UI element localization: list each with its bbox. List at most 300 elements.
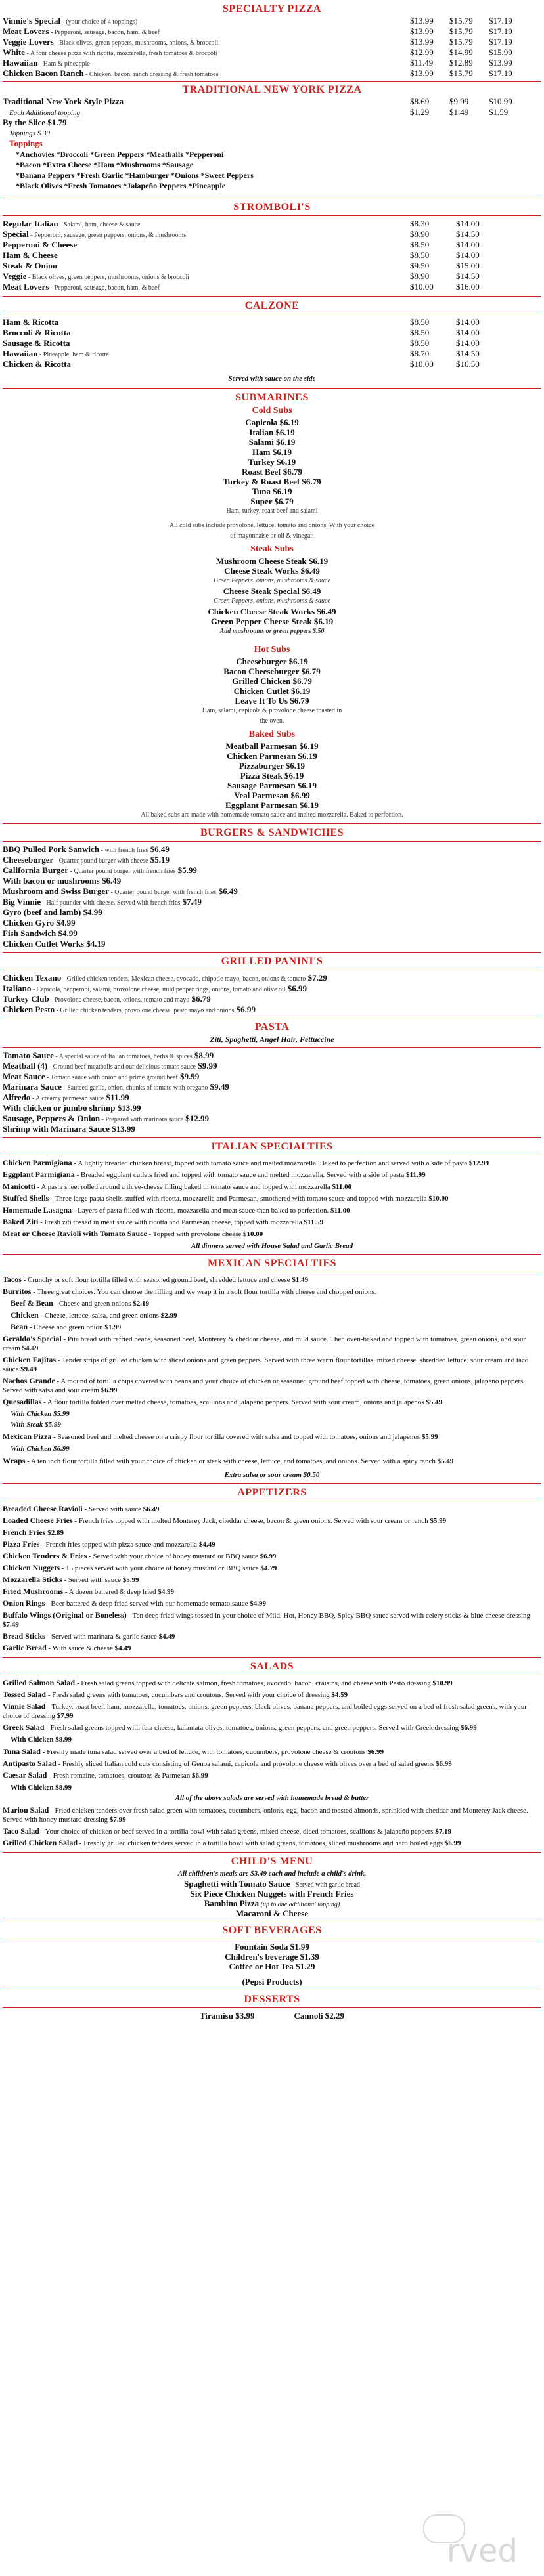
item-name: Regular Italian <box>3 219 58 228</box>
item-name: Nachos Grande <box>3 1376 55 1385</box>
item-name: Garlic Bread <box>3 1643 47 1652</box>
item-name: Cheeseburger <box>3 855 54 865</box>
item-price: $4.79 <box>260 1564 277 1572</box>
item-name: Grilled Chicken Salad <box>3 1838 78 1847</box>
quesadilla-options <box>11 1409 541 1430</box>
divider <box>3 841 541 842</box>
item-desc: - A lightly breaded chicken breast, topped with tomato sauce and melted mozzarella. Baked to perfection and served with a side of pasta <box>72 1159 468 1167</box>
menu-item-paragraph <box>3 1838 541 1848</box>
item-name: Chicken Gyro <box>3 918 55 928</box>
salads-list <box>3 1678 541 1732</box>
calzone-title: CALZONE <box>244 300 300 311</box>
stromboli-list <box>3 219 541 292</box>
sub-item: Chicken Cheese Steak Works $6.49 <box>208 607 336 616</box>
menu-item-paragraph <box>3 1539 541 1549</box>
item-price: $13.99 <box>117 1103 141 1113</box>
item-name: Steak & Onion <box>3 261 58 270</box>
item-price: $6.99 <box>287 983 307 993</box>
desserts-title: DESSERTS <box>244 1994 300 2005</box>
sub-item: Cheese Steak Works $6.49 <box>224 566 320 576</box>
menu-item-row <box>3 1004 541 1015</box>
salads-title: SALADS <box>250 1661 294 1672</box>
item-price: $8.90 <box>410 229 430 239</box>
item-price: $2.89 <box>47 1529 64 1537</box>
item-desc: - Served with sauce <box>82 1505 141 1513</box>
item-price: $15.79 <box>449 26 473 36</box>
childs-item: Six Piece Chicken Nuggets with French Fries <box>190 1889 354 1899</box>
menu-item-paragraph <box>11 1322 541 1332</box>
slice-toppings: Toppings $.39 <box>9 129 50 137</box>
item-price: $6.99 <box>236 1004 256 1014</box>
divider <box>3 1483 541 1484</box>
item-name: Big Vinnie <box>3 897 41 907</box>
baked-note: All baked subs are made with homemade tomato sauce and melted mozzarella. Baked to perfection. <box>141 811 403 819</box>
item-price: $17.19 <box>489 68 512 78</box>
item-desc: - A special sauce of Italian tomatoes, herbs & spices <box>53 1053 193 1060</box>
item-price: $14.50 <box>456 229 480 239</box>
panini-title: GRILLED PANINI'S <box>221 956 323 967</box>
caesar-option: With Chicken $8.99 <box>11 1784 72 1792</box>
item-desc: - 15 pieces served with your choice of honey mustard or BBQ sauce <box>60 1564 259 1572</box>
menu-item-paragraph <box>3 1397 541 1407</box>
item-price: $1.49 <box>292 1276 309 1284</box>
item-name: Eggplant Parmigiana <box>3 1170 75 1179</box>
menu-item-paragraph <box>3 1723 541 1732</box>
item-price: $6.49 <box>101 876 122 886</box>
beverages-list <box>3 1942 541 1971</box>
item-name: Marion Salad <box>3 1805 49 1814</box>
stromboli-title: STROMBOLI'S <box>233 202 311 213</box>
item-desc: - Quarter pound burger with french fries <box>108 889 217 896</box>
item-price: $9.49 <box>210 1082 229 1092</box>
item-price: $8.50 <box>410 338 430 348</box>
item-desc: - Three great choices. You can choose the filling and we wrap it in a soft flour tortilla with cheese and chopped onions. <box>31 1288 376 1296</box>
menu-item-paragraph <box>3 1504 541 1514</box>
menu-item-paragraph <box>3 1575 541 1585</box>
item-name: Veggie <box>3 271 27 281</box>
menu-item-row <box>3 338 541 349</box>
item-price: $4.49 <box>22 1344 39 1352</box>
item-name: Mexican Pizza <box>3 1432 52 1441</box>
menu-item-paragraph <box>3 1610 541 1629</box>
item-name: Special <box>3 229 29 239</box>
menu-item-row <box>3 1113 541 1124</box>
item-price: $10.99 <box>432 1679 453 1687</box>
item-name: BBQ Pulled Pork Sanwich <box>3 844 99 854</box>
menu-item-paragraph <box>3 1747 541 1757</box>
item-price: $4.99 <box>56 918 76 928</box>
item-name: Sausage & Ricotta <box>3 338 70 348</box>
item-price: $11.99 <box>406 1171 426 1179</box>
item-name: Meat Lovers <box>3 282 49 291</box>
item-name: Tuna Salad <box>3 1747 41 1756</box>
menu-item-row <box>3 240 541 250</box>
menu-item-row <box>3 1050 541 1061</box>
childs-item: Macaroni & Cheese <box>235 1908 309 1918</box>
option-name: With Chicken <box>11 1410 52 1418</box>
sub-item: Chicken Parmesan $6.19 <box>227 751 317 761</box>
cold-subs-title: Cold Subs <box>252 406 292 416</box>
menu-item-paragraph <box>3 1516 541 1526</box>
item-price: $12.99 <box>410 47 434 57</box>
steak-subs-list-2 <box>3 586 541 596</box>
item-desc: - Freshly grilled chicken tenders served in a tortilla bowl with salad greens, tomatoes, sliced mushrooms and hard boiled eggs <box>78 1839 443 1847</box>
specialty-pizza-title: SPECIALTY PIZZA <box>223 3 321 14</box>
salads-list-3 <box>3 1805 541 1848</box>
dessert-item: Tiramisu $3.99 <box>199 2011 255 2021</box>
divider <box>3 81 541 82</box>
item-price: $6.49 <box>218 886 238 896</box>
item-name: Chicken Pesto <box>3 1004 55 1014</box>
item-price: $5.49 <box>426 1398 443 1406</box>
menu-item-paragraph <box>3 1643 541 1653</box>
menu-item-row <box>3 250 541 261</box>
toppings-line: *Black Olives *Fresh Tomatoes *Jalapeño Peppers *Pineapple <box>16 181 226 190</box>
item-name: Chicken <box>11 1310 39 1320</box>
item-desc: - Beer battered & deep fried served with our homemade tomato sauce <box>45 1600 248 1608</box>
italian-list <box>3 1158 541 1239</box>
item-price: $8.99 <box>194 1050 214 1060</box>
mexican-list <box>3 1275 541 1297</box>
item-name: Breaded Cheese Ravioli <box>3 1504 83 1513</box>
item-price: $10.00 <box>428 1195 449 1203</box>
item-price: $4.99 <box>158 1588 175 1596</box>
menu-item-row <box>3 328 541 338</box>
sub-item: Turkey & Roast Beef $6.79 <box>223 477 321 486</box>
item-price: $7.99 <box>57 1712 74 1720</box>
item-name: Wraps <box>3 1456 26 1465</box>
traditional-pizza-title: TRADITIONAL NEW YORK PIZZA <box>182 84 362 95</box>
steak-subs-title: Steak Subs <box>250 544 294 554</box>
cold-note-1: Ham, turkey, roast beef and salami <box>226 507 318 515</box>
item-desc: - Pepperoni, sausage, green peppers, onions, & mushrooms <box>28 232 187 239</box>
menu-item-row <box>3 37 541 47</box>
item-price: $13.99 <box>489 58 512 68</box>
childs-item: Bambino Pizza (up to one additional topping) <box>204 1899 340 1908</box>
item-desc: - A ten inch flour tortilla filled with your choice of chicken or steak with cheese, lettuce, and tomatoes, and onions. Served with a spicy ranch <box>25 1457 436 1465</box>
item-price: $12.99 <box>185 1113 209 1123</box>
item-price: $4.49 <box>198 1541 215 1549</box>
item-name: Sausage, Peppers & Onion <box>3 1113 101 1123</box>
quesadilla-option <box>11 1409 541 1419</box>
item-price: $10.00 <box>410 282 434 291</box>
menu-item-row <box>3 939 541 949</box>
sub-item: Capicola $6.19 <box>245 418 299 427</box>
item-name: Alfredo <box>3 1092 31 1102</box>
item-price: $6.79 <box>191 994 211 1004</box>
toppings-line: *Banana Peppers *Fresh Garlic *Hamburger *Onions *Sweet Peppers <box>16 171 254 180</box>
item-price: $17.19 <box>489 37 512 47</box>
item-desc: - Pita bread with refried beans, seasoned beef, Monterey & cheddar cheese, and mild sauce. Then oven-baked and topped with tomatoes, green onions, and sour cream <box>3 1335 526 1352</box>
divider <box>3 1254 541 1255</box>
item-price: $1.59 <box>489 107 509 117</box>
menu-item-paragraph <box>3 1229 541 1239</box>
item-name: Ham & Ricotta <box>3 317 59 327</box>
item-name: Meat Lovers <box>3 26 49 36</box>
menu-item-row <box>3 359 541 370</box>
desserts-list <box>3 2011 541 2021</box>
appetizers-list <box>3 1504 541 1653</box>
item-desc: - Grilled chicken tenders, provolone cheese, pesto mayo and onions <box>55 1007 235 1014</box>
sub-item: Chicken Cutlet $6.19 <box>233 686 311 696</box>
menu-item-row <box>3 26 541 37</box>
item-desc: - Served with marinara & garlic sauce <box>45 1633 157 1641</box>
item-price: $12.99 <box>468 1159 489 1167</box>
specialty-pizza-list <box>3 16 541 79</box>
item-desc: - Quarter pound burger with cheese <box>53 857 148 865</box>
item-price: $8.50 <box>410 240 430 249</box>
calzone-note: Served with sauce on the side <box>228 375 316 383</box>
menu-item-paragraph <box>3 1432 541 1442</box>
menu-item-paragraph <box>3 1690 541 1700</box>
menu-item-paragraph <box>3 1805 541 1824</box>
item-desc: - Fresh romaine, tomatoes, croutons & Parmesan <box>47 1772 191 1780</box>
item-price: $9.99 <box>449 97 469 106</box>
sub-item: Salami $6.19 <box>248 437 296 447</box>
baked-subs-list <box>3 741 541 810</box>
menu-item-paragraph <box>3 1631 541 1641</box>
sub-item: Fountain Soda $1.99 <box>235 1942 309 1952</box>
item-name: Vinnie's Special <box>3 16 61 26</box>
item-desc: - Provolone cheese, bacon, onions, tomato and mayo <box>49 997 190 1004</box>
item-price: $15.99 <box>489 47 512 57</box>
panini-list <box>3 973 541 1015</box>
item-desc: - Served with sauce <box>62 1576 121 1584</box>
item-price: $14.99 <box>449 47 473 57</box>
item-desc: - Fried chicken tenders over fresh salad green with tomatoes, cucumbers, onions, egg, bacon and toasted almonds, sprinkled with cheddar and Monterey Jack cheese. Served with honey mustard dressing <box>3 1807 528 1824</box>
divider <box>3 1137 541 1138</box>
item-name: Meat Sauce <box>3 1071 45 1081</box>
divider <box>3 1657 541 1658</box>
divider <box>3 823 541 824</box>
mexican-list-2 <box>3 1334 541 1407</box>
item-desc: - Black olives, green peppers, mushrooms, onions, & broccoli <box>53 39 219 47</box>
beverages-title: SOFT BEVERAGES <box>222 1925 322 1936</box>
item-price: $4.49 <box>158 1633 175 1641</box>
sub-item: Pizzaburger $6.19 <box>238 761 306 771</box>
submarines-title: SUBMARINES <box>235 392 309 403</box>
item-desc: - Quarter pound burger with french fries <box>68 868 176 875</box>
item-desc: - Topped with provolone cheese <box>147 1230 242 1238</box>
divider <box>3 1852 541 1853</box>
menu-item-paragraph <box>3 1456 541 1466</box>
item-name: White <box>3 47 25 57</box>
item-desc: - Breaded eggplant cutlets fried and topped with tomato sauce and melted mozzarella. Served with a side of pasta <box>74 1171 405 1179</box>
item-price: $14.00 <box>456 240 480 249</box>
item-price: $10.00 <box>410 359 434 369</box>
item-name: Chicken Texano <box>3 973 62 983</box>
item-desc: - Seasoned beef and melted cheese on a crispy flour tortilla covered with salsa and topped with tomatoes, onions and jalapenos <box>51 1433 420 1441</box>
mexican-note: Extra salsa or sour cream $0.50 <box>224 1471 320 1479</box>
item-desc: - Fresh salad greens topped with feta cheese, kalamata olives, tomatoes, onions, green peppers, and green peppers. Served with Greek dressing <box>44 1724 459 1732</box>
menu-item-row <box>3 349 541 359</box>
item-price: $6.99 <box>367 1748 384 1756</box>
menu-item-row <box>3 47 541 58</box>
menu-item-paragraph <box>3 1771 541 1780</box>
item-name: Caesar Salad <box>3 1771 47 1780</box>
toppings-list <box>16 149 541 191</box>
traditional-pizza-list <box>3 97 541 118</box>
item-price: $17.19 <box>489 26 512 36</box>
item-name: Chicken Parmigiana <box>3 1158 72 1167</box>
menu-item-row <box>3 844 541 855</box>
menu-item-row <box>3 928 541 939</box>
menu-item-paragraph <box>3 1275 541 1285</box>
item-name: Shrimp with Marinara Sauce <box>3 1124 110 1134</box>
item-desc: - Pepperoni, sausage, bacon, ham, & beef <box>49 284 160 291</box>
item-price: $14.00 <box>456 219 480 228</box>
baked-subs-title: Baked Subs <box>248 729 296 739</box>
item-desc: - Ground beef meatballs and our delicious tomato sauce <box>47 1063 196 1071</box>
item-price: $8.90 <box>410 271 430 281</box>
menu-item-row <box>3 886 541 897</box>
item-price: $8.50 <box>410 250 430 260</box>
menu-page <box>0 4 544 2021</box>
item-name: Chicken Fajitas <box>3 1355 56 1364</box>
menu-item-row <box>3 973 541 983</box>
item-desc: - A mound of tortilla chips covered with beans and your choice of chicken or seasoned ground beef topped with cheese, tomatoes, green onions, jalapeño peppers. Served with salsa and sour cream <box>3 1377 526 1394</box>
salads-note: All of the above salads are served with homemade bread & butter <box>175 1794 369 1802</box>
item-price: $10.99 <box>489 97 512 106</box>
item-price: $11.00 <box>332 1183 352 1191</box>
item-desc: - Crunchy or soft flour tortilla filled with seasoned ground beef, shredded lettuce and cheese <box>21 1276 290 1284</box>
item-desc: - A four cheese pizza with ricotta, mozzarella, fresh tomatoes & broccoli <box>24 50 217 57</box>
item-name: Chicken Bacon Ranch <box>3 68 84 78</box>
menu-item-paragraph <box>3 1759 541 1769</box>
item-price: $13.99 <box>410 26 434 36</box>
steak-subs-list-3 <box>3 607 541 626</box>
item-name: Meatball (4) <box>3 1061 48 1071</box>
greek-option: With Chicken $8.99 <box>11 1736 72 1744</box>
item-price: $1.99 <box>104 1323 122 1331</box>
item-desc: - Black olives, green peppers, mushrooms, onions & broccoli <box>26 274 190 281</box>
item-name: Each Additional topping <box>9 109 80 117</box>
item-price: $6.99 <box>460 1724 477 1732</box>
sub-item: Sausage Parmesan $6.19 <box>227 781 317 790</box>
menu-item-paragraph <box>3 1217 541 1227</box>
item-desc: - Fresh salad greens topped with delicate salmon, fresh tomatoes, avocado, bacon, craisins, and cheese with Pesto dressing <box>75 1679 431 1687</box>
item-price: $8.30 <box>410 219 430 228</box>
menu-item-paragraph <box>3 1193 541 1203</box>
item-name: Quesadillas <box>3 1397 42 1406</box>
item-name: Ham & Cheese <box>3 250 58 260</box>
item-price: $14.00 <box>456 317 480 327</box>
menu-item-row <box>3 855 541 865</box>
italian-note: All dinners served with House Salad and Garlic Bread <box>191 1242 353 1250</box>
sub-item: Grilled Chicken $6.79 <box>232 676 312 686</box>
by-slice: By the Slice $1.79 <box>3 118 67 127</box>
item-price: $8.70 <box>410 349 430 358</box>
item-price: $6.99 <box>436 1760 452 1768</box>
item-desc: - Ham & pineapple <box>37 60 90 68</box>
menu-item-paragraph <box>3 1826 541 1836</box>
item-price: $13.99 <box>410 68 434 78</box>
item-name: French Fries <box>3 1528 46 1537</box>
menu-item-row <box>3 897 541 907</box>
menu-item-paragraph <box>3 1599 541 1608</box>
sub-item: Mushroom Cheese Steak $6.19 <box>215 556 329 566</box>
divider <box>3 215 541 216</box>
item-price: $13.99 <box>410 16 434 26</box>
menu-item-paragraph <box>3 1182 541 1191</box>
item-price: $7.49 <box>3 1621 19 1629</box>
childs-item: Spaghetti with Tomato Sauce - Served with garlic bread <box>184 1879 360 1889</box>
item-desc: - Capicola, pepperoni, salami, provolone cheese, mild pepper rings, onions, tomato and olive oil <box>31 986 286 993</box>
item-name: Chicken & Ricotta <box>3 359 71 369</box>
menu-item-row <box>3 107 541 118</box>
item-price: $14.50 <box>456 271 480 281</box>
sub-item: Veal Parmesan $6.99 <box>234 790 310 800</box>
calzone-list <box>3 317 541 370</box>
item-price: $6.99 <box>444 1839 461 1847</box>
item-price: $1.29 <box>410 107 430 117</box>
menu-item-row <box>3 1061 541 1071</box>
menu-item-row <box>3 1082 541 1092</box>
item-desc: - French fries topped with pizza sauce and mozzarella <box>39 1541 198 1549</box>
mexican-pizza-option: With Chicken $6.99 <box>11 1445 70 1453</box>
item-desc: - Pineapple, ham & ricotta <box>37 351 109 358</box>
sub-item: Children's beverage $1.39 <box>225 1952 319 1962</box>
item-price: $5.49 <box>437 1457 454 1465</box>
item-desc: - Tender strips of grilled chicken with sliced onions and green peppers. Served with three warm flour tortillas, mixed cheese, shredded lettuce, sour cream and taco sauce <box>3 1356 529 1373</box>
item-price: $8.69 <box>410 97 430 106</box>
item-desc: - Turkey, roast beef, ham, mozzarella, tomatoes, onions, green peppers, black olives, banana peppers, and boiled eggs served on a bed of fresh salad greens, with your choice of dressing <box>3 1703 527 1720</box>
item-name: Bean <box>11 1322 28 1331</box>
menu-item-paragraph <box>3 1528 541 1537</box>
menu-item-paragraph <box>11 1310 541 1320</box>
item-price: $13.99 <box>112 1124 135 1134</box>
item-price: $15.79 <box>449 68 473 78</box>
item-name: Tacos <box>3 1275 22 1284</box>
item-price: $11.49 <box>410 58 434 68</box>
item-name: California Burger <box>3 865 69 875</box>
steak-note-2: Green Peppers, onions, mushrooms & sauce <box>214 597 330 605</box>
item-name: Homemade Lasagna <box>3 1205 72 1214</box>
item-name: Grilled Salmon Salad <box>3 1678 76 1687</box>
item-price: $8.50 <box>410 328 430 337</box>
item-desc: - A dozen battered & deep fried <box>63 1588 156 1596</box>
item-desc: - Prepared with marinara sauce <box>100 1116 183 1123</box>
menu-item-paragraph <box>3 1587 541 1597</box>
item-name: Burritos <box>3 1287 32 1296</box>
item-price: $5.99 <box>430 1517 447 1525</box>
item-name: Turkey Club <box>3 994 49 1004</box>
item-price: $7.49 <box>182 897 202 907</box>
item-price: $11.99 <box>106 1092 129 1102</box>
mexican-list-4 <box>3 1456 541 1466</box>
item-price: $6.99 <box>260 1553 277 1560</box>
item-desc: - Ten deep fried wings tossed in your choice of Mild, Hot, Honey BBQ, Spicy BBQ sauce served with celery sticks & blue cheese dressing <box>126 1612 530 1620</box>
item-price: $2.19 <box>133 1300 149 1308</box>
divider <box>3 2007 541 2008</box>
menu-item-paragraph <box>3 1205 541 1215</box>
item-desc: - Freshly sliced Italian cold cuts consisting of Genoa salami, capicola and provolone cheese with olives over a bed of salad greens <box>56 1760 434 1768</box>
sub-item: Turkey $6.19 <box>248 457 296 467</box>
item-price: $2.99 <box>160 1312 177 1320</box>
menu-item-row <box>3 907 541 918</box>
item-price: $4.99 <box>250 1600 266 1608</box>
sub-item: Tuna $6.19 <box>252 486 292 496</box>
item-price: $9.99 <box>198 1061 217 1071</box>
item-price: $15.79 <box>449 16 473 26</box>
item-name: Hawaiian <box>3 349 38 358</box>
item-name: Traditional New York Style Pizza <box>3 97 124 106</box>
salads-list-2 <box>3 1747 541 1780</box>
menu-item-row <box>3 271 541 282</box>
item-desc: - French fries topped with melted Monterey Jack, cheddar cheese, bacon & green onions. Served with sour cream or ranch <box>72 1517 428 1525</box>
item-desc: - Served with your choice of honey mustard or BBQ sauce <box>87 1553 258 1560</box>
menu-item-row <box>3 68 541 79</box>
